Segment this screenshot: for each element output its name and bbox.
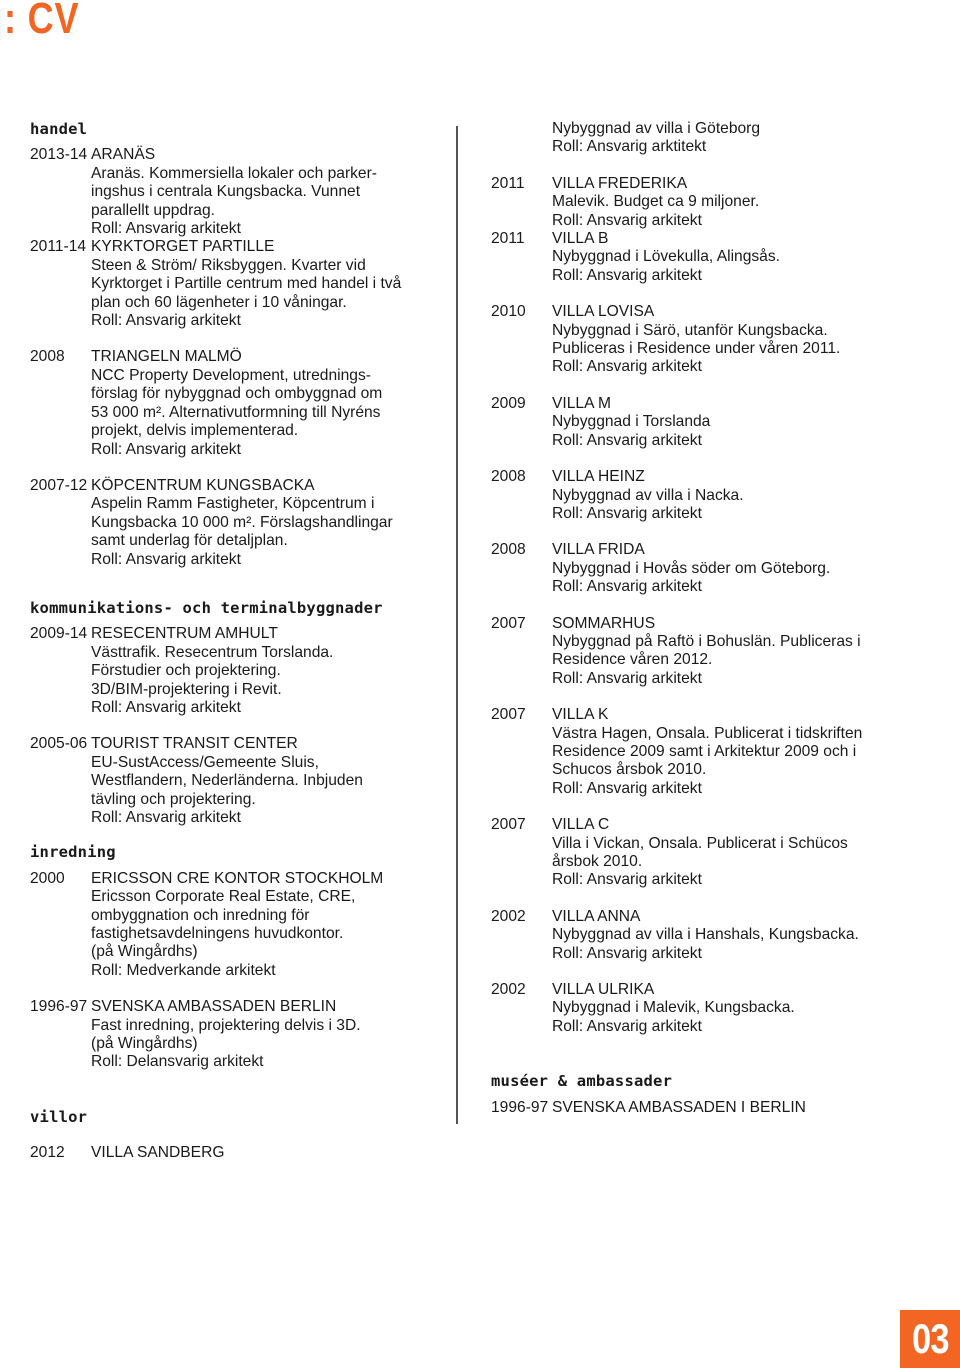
entry-body (552, 303, 941, 377)
entry-line: Roll: Ansvarig arktitekt (552, 138, 707, 156)
entry-title: VILLA C (552, 816, 610, 834)
entry-year: 2011 (491, 174, 525, 192)
entry-line: ombyggnation och inredning för (91, 906, 310, 924)
cv-entry (491, 1099, 941, 1117)
cv-entry (491, 981, 941, 1036)
entry-line: Schucos årsbok 2010. (552, 761, 707, 779)
entry-body (552, 175, 941, 230)
cv-entry (30, 146, 450, 238)
entry-year: 1996-97 (30, 998, 88, 1016)
entry-line: Roll: Ansvarig arkitekt (552, 779, 702, 797)
entry-year: 2008 (491, 541, 526, 559)
cv-entry (30, 238, 450, 330)
entry-body (552, 615, 941, 689)
cv-section (30, 120, 450, 569)
entry-title: VILLA LOVISA (552, 303, 655, 321)
entry-line: 3D/BIM-projektering i Revit. (91, 680, 282, 698)
entry-line: fastighetsavdelningens huvudkontor. (91, 925, 344, 943)
entry-title: TRIANGELN MALMÖ (91, 348, 242, 366)
entry-line: Roll: Ansvarig arkitekt (91, 312, 241, 330)
entry-line: Roll: Ansvarig arkitekt (552, 358, 702, 376)
entry-line: (på Wingårdhs) (91, 943, 198, 961)
entry-line: 53 000 m². Alternativutformning till Nyréns (91, 403, 381, 421)
entry-body (91, 477, 450, 569)
entry-year: 2007 (491, 614, 526, 632)
entry-line: Roll: Delansvarig arkitekt (91, 1053, 264, 1071)
entry-line: Westflandern, Nederländerna. Inbjuden (91, 772, 363, 790)
cv-section (491, 1072, 941, 1117)
entry-line: Nybyggnad av villa i Nacka. (552, 486, 744, 504)
entry-title: VILLA M (552, 394, 611, 412)
entry-year: 2013-14 (30, 146, 88, 164)
entry-line: Aranäs. Kommersiella lokaler och parker- (91, 164, 377, 182)
entry-body (552, 706, 941, 798)
entry-title: VILLA ANNA (552, 907, 641, 925)
entry-line: tävling och projektering. (91, 790, 256, 808)
entry-year: 2012 (30, 1144, 65, 1162)
entry-line: Roll: Ansvarig arkitekt (552, 871, 702, 889)
entry-line: NCC Property Development, utrednings- (91, 366, 371, 384)
entry-title: ERICSSON CRE KONTOR STOCKHOLM (91, 869, 384, 887)
entry-year: 2007 (491, 706, 526, 724)
entry-year: 2007 (491, 816, 526, 834)
left-column (30, 120, 450, 1163)
entry-line: Roll: Ansvarig arkitekt (91, 440, 241, 458)
entry-line: Roll: Ansvarig arkitekt (552, 431, 702, 449)
entry-line: parallellt uppdrag. (91, 201, 215, 219)
entry-year: 2000 (30, 869, 65, 887)
cv-entry (30, 625, 450, 717)
entry-line: Fast inredning, projektering delvis i 3D. (91, 1016, 361, 1034)
entry-title: VILLA FRIDA (552, 541, 645, 559)
entry-line: Roll: Ansvarig arkitekt (91, 220, 241, 238)
entry-line: Roll: Ansvarig arkitekt (552, 669, 702, 687)
section-heading: inredning (30, 843, 116, 862)
cv-entry (491, 468, 941, 523)
column-divider (456, 126, 458, 1124)
entry-line: Aspelin Ramm Fastigheter, Köpcentrum i (91, 495, 375, 513)
entry-body (552, 908, 941, 963)
entry-line: Roll: Ansvarig arkitekt (91, 698, 241, 716)
section-heading: villor (30, 1107, 88, 1126)
cv-entry (30, 870, 450, 980)
entry-body (552, 541, 941, 596)
cv-entry (491, 175, 941, 230)
entry-line: Roll: Ansvarig arkitekt (552, 266, 702, 284)
entry-title: VILLA B (552, 230, 609, 248)
entry-line: plan och 60 lägenheter i 10 våningar. (91, 293, 347, 311)
entry-line: Ericsson Corporate Real Estate, CRE, (91, 888, 356, 906)
entry-line: Nybyggnad på Raftö i Bohuslän. Publiceras i (552, 632, 861, 650)
entry-body (91, 735, 450, 827)
entry-body (552, 981, 941, 1036)
entry-line: Nybyggnad i Hovås söder om Göteborg. (552, 559, 831, 577)
entry-line: Roll: Ansvarig arkitekt (552, 578, 702, 596)
entry-line: Nybyggnad i Lövekulla, Alingsås. (552, 248, 780, 266)
entry-line: Residence 2009 samt i Arkitektur 2009 och i (552, 742, 857, 760)
entry-line: Roll: Medverkande arkitekt (91, 961, 276, 979)
entry-year: 2010 (491, 303, 526, 321)
entry-title: VILLA FREDERIKA (552, 174, 688, 192)
page-title: : CV (4, 0, 80, 43)
entry-line: EU-SustAccess/Gemeente Sluis, (91, 753, 319, 771)
entry-line: ingshus i centrala Kungsbacka. Vunnet (91, 183, 361, 201)
entry-line: årsbok 2010. (552, 853, 643, 870)
cv-entry (491, 303, 941, 377)
entry-line: Roll: Ansvarig arkitekt (552, 944, 702, 962)
entry-title: SVENSKA AMBASSADEN I BERLIN (552, 1098, 806, 1116)
entry-line: Nybyggnad i Särö, utanför Kungsbacka. (552, 321, 828, 339)
cv-entry (491, 395, 941, 450)
entry-year (491, 120, 552, 157)
cv-entry (491, 230, 941, 285)
entry-line: Roll: Ansvarig arkitekt (91, 809, 241, 826)
entry-year: 2005-06 (30, 735, 88, 753)
entry-line: Publiceras i Residence under våren 2011. (552, 340, 841, 358)
entry-body (552, 1099, 941, 1117)
entry-title: RESECENTRUM AMHULT (91, 625, 278, 643)
cv-entry (491, 816, 941, 890)
entry-line: (på Wingårdhs) (91, 1035, 198, 1053)
entry-title: VILLA HEINZ (552, 468, 645, 486)
entry-line: Västtrafik. Resecentrum Torslanda. (91, 643, 334, 661)
entry-title: SOMMARHUS (552, 614, 656, 632)
section-heading: kommunikations- och terminalbyggnader (30, 598, 383, 617)
cv-section (30, 599, 450, 827)
cv-entry (30, 348, 450, 458)
entry-body (91, 146, 450, 238)
entry-line: Roll: Ansvarig arkitekt (91, 550, 241, 568)
entry-line: Roll: Ansvarig arkitekt (552, 211, 702, 229)
entry-line: Kungsbacka 10 000 m². Förslagshandlingar (91, 513, 393, 531)
entry-year: 2008 (491, 468, 526, 486)
entry-year: 2007-12 (30, 476, 88, 494)
cv-entry (30, 477, 450, 569)
entry-title: KÖPCENTRUM KUNGSBACKA (91, 476, 315, 494)
entry-title: KYRKTORGET PARTILLE (91, 238, 275, 256)
entry-year: 2008 (30, 348, 65, 366)
cv-entry (491, 541, 941, 596)
entry-year: 2009-14 (30, 625, 88, 643)
entry-title: ARANÄS (91, 146, 156, 164)
entry-line: förslag för nybyggnad och ombyggnad om (91, 385, 383, 403)
section-heading: muséer & ambassader (491, 1072, 673, 1091)
entry-year: 2011-14 (30, 238, 87, 256)
section-heading: handel (30, 120, 88, 138)
page-number: 03 (911, 1315, 949, 1362)
cv-entry (30, 1144, 450, 1162)
page-number-badge (900, 1310, 960, 1368)
entry-year: 2002 (491, 907, 526, 925)
entry-body (91, 625, 450, 717)
entry-line: Nybyggnad i Torslanda (552, 413, 711, 431)
cv-section (491, 120, 941, 1036)
entry-title: VILLA ULRIKA (552, 981, 655, 999)
entry-line: Residence våren 2012. (552, 651, 713, 669)
entry-year: 2002 (491, 981, 526, 999)
entry-line: Förstudier och projektering. (91, 662, 281, 680)
entry-year: 1996-97 (491, 1098, 549, 1116)
cv-entry (491, 908, 941, 963)
entry-title: TOURIST TRANSIT CENTER (91, 735, 298, 753)
entry-body (552, 230, 941, 285)
entry-line: Villa i Vickan, Onsala. Publicerat i Schücos (552, 834, 848, 852)
entry-body (91, 1144, 450, 1162)
entry-line: Nybyggnad av villa i Göteborg (552, 120, 761, 137)
cv-entry (30, 735, 450, 827)
cv-entry (491, 706, 941, 798)
cv-section (30, 1108, 450, 1163)
entry-line: Nybyggnad av villa i Hanshals, Kungsbacka. (552, 926, 859, 944)
entry-body (91, 238, 450, 330)
entry-line: Västra Hagen, Onsala. Publicerat i tidskriften (552, 724, 863, 742)
entry-year: 2011 (491, 230, 525, 248)
entry-body (552, 816, 941, 890)
entry-title: VILLA K (552, 706, 609, 724)
entry-title: SVENSKA AMBASSADEN BERLIN (91, 998, 337, 1016)
entry-line: Malevik. Budget ca 9 miljoner. (552, 193, 760, 211)
cv-entry (30, 998, 450, 1072)
entry-line: Roll: Ansvarig arkitekt (552, 504, 702, 522)
entry-body (552, 468, 941, 523)
entry-line: Nybyggnad i Malevik, Kungsbacka. (552, 999, 795, 1017)
entry-line: projekt, delvis implementerad. (91, 422, 299, 440)
entry-body (91, 870, 450, 980)
entry-title: VILLA SANDBERG (91, 1144, 225, 1162)
entry-year: 2009 (491, 394, 526, 412)
entry-line: Roll: Ansvarig arkitekt (552, 1017, 702, 1035)
entry-body (552, 120, 941, 157)
entry-body (552, 395, 941, 450)
cv-entry (491, 615, 941, 689)
cv-entry (491, 120, 941, 157)
entry-line: Steen & Ström/ Riksbyggen. Kvarter vid (91, 256, 366, 274)
entry-line: samt underlag för detaljplan. (91, 532, 288, 550)
right-column (491, 120, 941, 1117)
entry-line: Kyrktorget i Partille centrum med handel i två (91, 275, 402, 293)
cv-section (30, 843, 450, 1071)
entry-body (91, 348, 450, 458)
entry-body (91, 998, 450, 1072)
